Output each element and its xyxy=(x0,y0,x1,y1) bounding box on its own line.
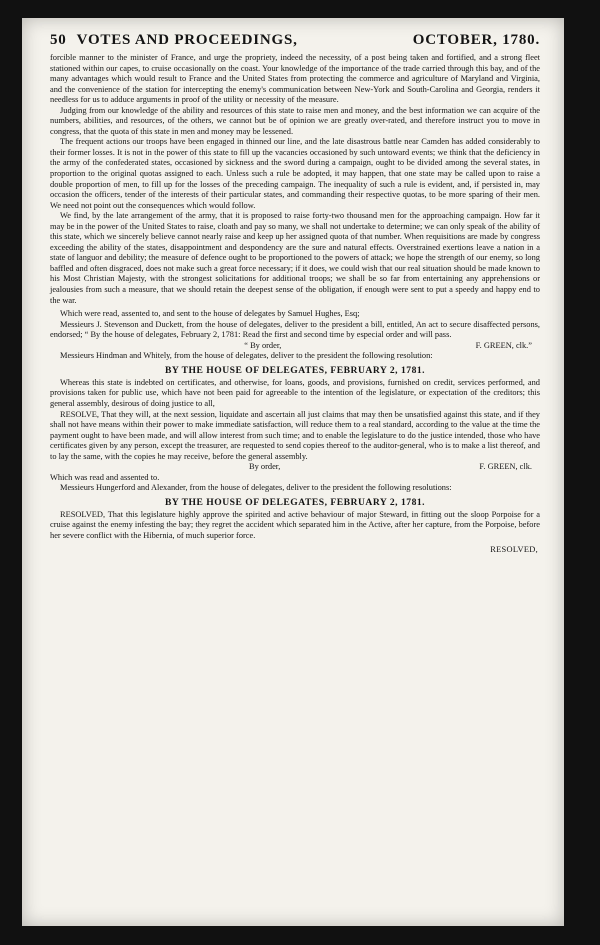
paragraph: Which were read, assented to, and sent to the house of delegates by Samuel Hughes, Esq; xyxy=(60,309,360,319)
signature-by-order: By order, xyxy=(249,462,281,472)
signature-line xyxy=(50,462,540,473)
paragraph: Which was read and assented to. xyxy=(50,472,160,482)
paragraph: RESOLVED, That this legislature highly approve the spirited and active behaviour of major Steward, in fitting out the sloop Porpoise for a cruise against the enemy infesting the bay; they regret the accident which separated him in the Active, after her capture, from the Porpoise, before her severe conflict with the Hibernia, of much superior force. xyxy=(50,509,540,540)
page-title: VOTES AND PROCEEDINGS, xyxy=(76,32,298,48)
running-header xyxy=(50,32,540,49)
paragraph: Messieurs Hungerford and Alexander, from the house of delegates, deliver to the president the following resolutions: xyxy=(60,483,452,493)
document-page xyxy=(22,18,564,926)
paragraph: forcible manner to the minister of France, and urge the propriety, indeed the necessity, of a post being taken and fortified, and a strong fleet stationed within our capes, to cruise occasionally on the coast. Your knowledge of the importance of the trade carried through this bay, and of the many advantages which would result to France and the United States from protecting the commerce and agriculture of Maryland and Virginia, and the convenience of the station for intercepting the enemy's communication between New-York and South-Carolina and Georgia, renders it needless for us to adduce arguments in proof of the utility or necessity of the measure. xyxy=(50,53,540,105)
paragraph: We find, by the late arrangement of the army, that it is proposed to raise forty-two thousand men for the approaching campaign. How far it may be in the power of the United States to raise, cloath and pay so many, we shall not undertake to determine; we can only speak of the ability of this state, which we sincerely believe cannot nearly raise and keep up her assigned quota of that number. When requisitions are made by congress exceeding the ability of the states, disappointment and despondency are the sure and natural effects. Overstrained exertions leave a nation in a state of languor and debility; the measure of defence ought to be proportioned to the powers of attack; we hope the strength of our enemy, so long baffled and often disgraced, does not make such a great force necessary; if it does, we could wish that our real situation should be made known to his Most Christian Majesty, with the strongest solicitations for additional troops; we shall be so far from entertaining any apprehensions or jealousies from such a measure, that we should retain the deepest sense of the obligation, if enough were sent to put a speedy and happy end to the war. xyxy=(50,211,540,305)
body-text xyxy=(50,53,540,555)
section-heading: BY THE HOUSE OF DELEGATES, FEBRUARY 2, 1781. xyxy=(164,364,426,376)
page-content xyxy=(50,32,540,555)
paragraph: Judging from our knowledge of the ability and resources of this state to raise men and money, and the best information we can acquire of the numbers, abilities, and resources, of the others, we cannot but be of opinion we are greatly over-rated, and therefore instruct you to move in congress, that the quota of this state in men and money may be lessened. xyxy=(50,105,540,136)
signature-line xyxy=(50,341,540,352)
header-date: OCTOBER, 1780. xyxy=(412,32,540,48)
page-number: 50 xyxy=(50,32,67,48)
paragraph: The frequent actions our troops have been engaged in thinned our line, and the late disastrous battle near Camden has added considerably to their former losses. It is not in the power of this state to fill up the vacancies occasioned by such untoward events; we think that the deficiency in the army of the confederated states, occasioned by sickness and the sword during a campaign, ought to be divided among the several states, in proportion to the original quotas assigned to each. Unless such a rule be adopted, it may happen, that one state may be called upon to raise a double proportion of men, to fill up for the losses of the preceding campaign. The inequality of such a rule is evident, and, if persisted in, may occasion the officers, tender of the interests of their particular states, and commanding their respective quotas, to be more sparing of their men. We need not point out the consequences which would follow. xyxy=(50,137,540,210)
signature-name: F. GREEN, clk.” xyxy=(475,340,532,350)
signature-name: F. GREEN, clk. xyxy=(479,462,532,472)
section-heading: BY THE HOUSE OF DELEGATES, FEBRUARY 2, 1781. xyxy=(164,496,426,508)
paragraph: Messieurs Hindman and Whitely, from the house of delegates, deliver to the president the following resolution: xyxy=(60,351,433,361)
paragraph: Messieurs J. Stevenson and Duckett, from the house of delegates, deliver to the president a bill, entitled, An act to secure disaffected persons, endorsed; “ By the house of delegates, February 2, 1781: Read the first and second time by especial order and will pass. xyxy=(50,319,540,340)
catchword: RESOLVED, xyxy=(490,544,538,554)
paragraph: RESOLVE, That they will, at the next session, liquidate and ascertain all just claims that may then be unsatisfied against this state, and if they shall not have means within their power to make immediate satisfaction, will reduce them to a real standard, according to the value at the time the payment ought to have been made, and will allow interest from such time; and to enable the legislature to do the justice intended, those who have certificates given by any person, except the treasurer, are requested to send copies thereof to the auditor-general, who is to make a list thereof, and to lay the same, with the copies he may receive, before the general assembly. xyxy=(50,409,540,461)
signature-by-order: “ By order, xyxy=(244,340,282,350)
paragraph: Whereas this state is indebted on certificates, and otherwise, for loans, goods, and provisions, furnished on credit, services performed, and provisions taken for public use, which have not been paid for agreeable to the intention of the legislature, or expectation of the creditors; this general assembly, desirous of doing justice to all, xyxy=(50,377,540,408)
